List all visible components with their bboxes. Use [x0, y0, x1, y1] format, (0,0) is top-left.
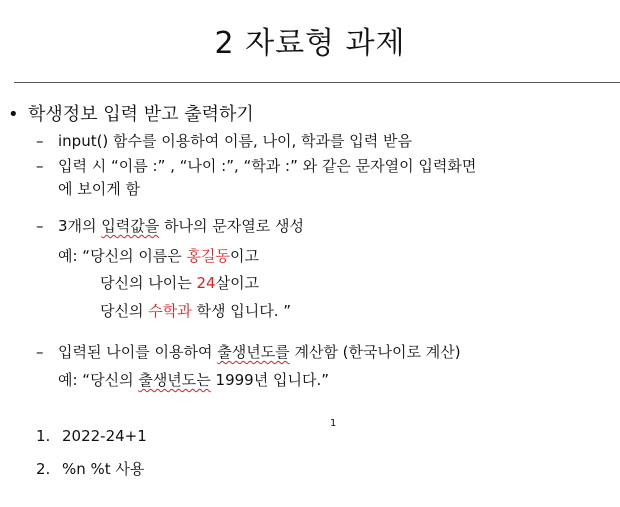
main-bullet-text: 학생정보 입력 받고 출력하기 [28, 104, 254, 125]
dash-marker: – [36, 132, 44, 150]
numbered-item-2-text: %n %t 사용 [62, 460, 145, 478]
title-divider [14, 82, 620, 83]
spellcheck-word: 출생년도는 [138, 371, 211, 389]
sub-item-4-post: 계산함 (한국나이로 계산) [289, 343, 461, 361]
dash-marker: – [36, 157, 44, 175]
example-4-pre: 예: “당신의 [58, 371, 139, 389]
dash-marker: – [36, 343, 44, 361]
example-3-post: 학생 입니다. ” [191, 302, 292, 320]
example-line-1 [58, 245, 259, 266]
example-line-2 [100, 272, 259, 293]
numbered-item-1 [36, 427, 147, 445]
sub-item-4 [36, 341, 461, 362]
sub-item-2-text: 입력 시 “이름 :” , “나이 :”, “학과 :” 와 같은 문자열이 입력화면 [58, 157, 477, 175]
example-3-pre: 당신의 [100, 302, 149, 320]
sub-item-4-pre: 입력된 나이를 이용하여 [58, 343, 218, 361]
sub-item-2 [36, 155, 476, 176]
example-4-post: 1999년 입니다.” [210, 371, 329, 389]
spellcheck-word: 입력값을 [101, 217, 160, 235]
slide-title: 2 자료형 과제 [214, 26, 406, 61]
example-line-4 [58, 369, 329, 390]
number-marker: 1. [36, 427, 51, 445]
example-1-post: 이고 [230, 247, 260, 265]
example-line-3 [100, 300, 291, 321]
highlight-dept: 수학과 [148, 302, 192, 320]
highlight-name: 홍길동 [186, 247, 231, 265]
sub-item-1 [36, 130, 412, 151]
sub-item-3-post: 하나의 문자열로 생성 [159, 217, 304, 235]
numbered-item-2 [36, 458, 144, 479]
page-number: 1 [330, 418, 337, 429]
example-1-pre: 예: “당신의 이름은 [58, 247, 187, 265]
bullet-dot: • [8, 104, 19, 125]
main-bullet [8, 100, 254, 126]
spellcheck-word: 출생년도를 [217, 343, 290, 361]
dash-marker: – [36, 217, 44, 235]
sub-item-3-pre: 3개의 [58, 217, 102, 235]
sub-item-3 [36, 215, 304, 236]
sub-item-1-text: input() 함수를 이용하여 이름, 나이, 학과를 입력 받음 [58, 132, 413, 150]
highlight-age: 24 [196, 274, 216, 292]
example-2-pre: 당신의 나이는 [100, 274, 197, 292]
sub-item-2-cont: 에 보이게 함 [58, 180, 140, 198]
example-2-post: 살이고 [215, 274, 260, 292]
number-marker: 2. [36, 460, 51, 478]
numbered-item-1-text: 2022-24+1 [62, 427, 147, 445]
